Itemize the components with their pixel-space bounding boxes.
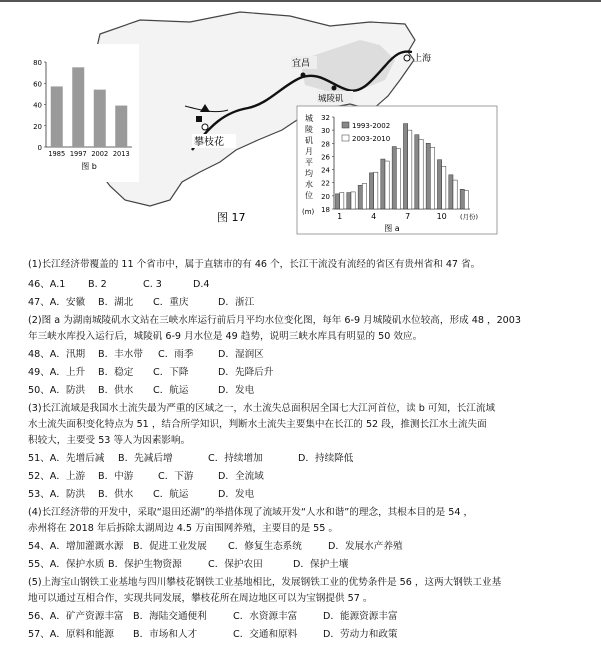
chart-a-bar-2 xyxy=(430,147,434,209)
chart-a-xtick-label: 10 xyxy=(436,212,447,221)
chart-a-bar-2 xyxy=(419,139,423,209)
chart-a-bar-2 xyxy=(340,193,344,209)
option: C．交通和原料 xyxy=(233,629,298,640)
option: 47、A．安徽 xyxy=(28,297,86,308)
option: D．发电 xyxy=(218,385,255,396)
chart-a-legend-label: 2003-2010 xyxy=(352,135,391,143)
option: B. 2 xyxy=(88,279,107,290)
option: C．下降 xyxy=(153,367,189,378)
option: D．湿润区 xyxy=(218,349,264,360)
option: C．航运 xyxy=(153,385,189,396)
chart-a-ylabel-char: 月 xyxy=(305,147,313,156)
chart-b-ytick-label: 20 xyxy=(33,122,42,131)
option: D．保护土壤 xyxy=(293,559,349,570)
option: 49、A．上升 xyxy=(28,367,86,378)
chart-b-bar xyxy=(115,106,127,147)
chart-b-xtick-label: 2002 xyxy=(91,150,109,158)
chart-b-ytick-label: 60 xyxy=(33,80,42,89)
chart-a-bar-1 xyxy=(426,143,430,209)
chart-a-xunit: (月份) xyxy=(460,213,479,221)
option: B．稳定 xyxy=(98,367,134,378)
chenglingji-marker xyxy=(332,86,337,91)
option: 56、A．矿产资源丰富 xyxy=(28,611,124,622)
chart-b-ytick-label: 80 xyxy=(33,59,42,67)
label-panzhihua: 攀枝花 xyxy=(194,137,224,148)
option: D．劳动力和政策 xyxy=(323,629,398,640)
option: D．发电 xyxy=(218,489,255,500)
option: C．航运 xyxy=(153,489,189,500)
chart-a-bar-1 xyxy=(392,147,396,209)
option: 52、A．上游 xyxy=(28,471,86,482)
chart-a-ylabel-char: 矶 xyxy=(305,136,313,145)
option: B．供水 xyxy=(98,385,134,396)
chart-a-bar-1 xyxy=(369,173,373,209)
option: C．持续增加 xyxy=(208,453,263,464)
label-yichang: 宜昌 xyxy=(292,59,311,69)
option: 48、A．汛期 xyxy=(28,349,86,360)
chart-a-unit: (m) xyxy=(302,208,315,216)
chart-a-bar-2 xyxy=(408,130,412,209)
option: D．持续降低 xyxy=(298,453,354,464)
chart-a-bar-1 xyxy=(449,175,453,209)
option: B．市场和人才 xyxy=(133,629,198,640)
option: D．浙江 xyxy=(218,297,255,308)
question-line: (4)长江经济带的开发中，采取“退田还湖”的举措体现了流域开发“人水和谐”的理念，其根本目的是 54 ， xyxy=(28,507,474,518)
chart-a-legend-swatch xyxy=(342,135,349,141)
chart-a-caption: 图 a xyxy=(384,224,400,233)
chart-a-xtick-label: 4 xyxy=(371,212,377,221)
option: D．发展水产养殖 xyxy=(328,541,403,552)
option: B．中游 xyxy=(98,471,134,482)
chart-a-ytick-label: 30 xyxy=(321,127,330,136)
chart-a-bar-2 xyxy=(362,183,366,209)
option: D.4 xyxy=(193,279,210,290)
option: 53、A．防洪 xyxy=(28,489,86,500)
shanghai-marker xyxy=(404,55,410,61)
chart-a-bar-1 xyxy=(335,194,339,209)
option: B．保护生物资源 xyxy=(108,559,182,570)
question-line: (5)上海宝山钢铁工业基地与四川攀枝花钢铁工业基地相比，发展钢铁工业的优势条件是 56 ，这两大钢铁工业基 xyxy=(28,577,502,588)
chart-a-legend-label: 1993-2002 xyxy=(352,122,391,130)
label-chenglingji: 城陵矶 xyxy=(318,94,344,104)
chart-a-ylabel-char: 位 xyxy=(305,191,313,200)
chart-a-ylabel-char: 均 xyxy=(305,169,313,178)
option: D．先降后升 xyxy=(218,367,274,378)
label-shanghai: 上海 xyxy=(413,54,432,64)
option: C．修复生态系统 xyxy=(228,541,302,552)
chart-a-bar-2 xyxy=(464,191,468,209)
question-line: (1)长江经济带覆盖的 11 个省市中，属于直辖市的有 46 个，长江干流没有流经的省区有贵州省和 47 省。 xyxy=(28,259,481,270)
chart-a-ytick-label: 22 xyxy=(321,179,330,188)
chart-b-bar xyxy=(94,90,106,147)
option: 55、A．保护水质 xyxy=(28,559,105,570)
chart-a-bar-1 xyxy=(437,160,441,209)
option: C．水资源丰富 xyxy=(233,611,298,622)
chart-a-legend-swatch xyxy=(342,122,349,128)
question-line: (3)长江流域是我国水土流失最为严重的区域之一，水土流失总面积居全国七大江河首位，读 b 可知，长江流域 xyxy=(28,403,496,414)
chart-a-ylabel-char: 城 xyxy=(305,114,313,123)
chart-b-bar xyxy=(72,67,84,147)
chart-a-xtick-label: 7 xyxy=(405,212,411,221)
option: B．促进工业发展 xyxy=(133,541,207,552)
chart-a-bar-1 xyxy=(460,189,464,209)
option: C．雨季 xyxy=(158,349,194,360)
option: C．下游 xyxy=(158,471,194,482)
option: B．先减后增 xyxy=(118,453,173,464)
chart-a-ylabel-char: 水 xyxy=(305,180,313,189)
option: B．海陆交通便利 xyxy=(133,611,207,622)
question-line: (2)图 a 为湖南城陵矶水文站在三峡水库运行前后月平均水位变化图，每年 6-9 月城陵矶水位较高，形成 48 ，2003 xyxy=(28,315,521,326)
option: 54、A．增加灌溉水源 xyxy=(28,541,124,552)
option: B．丰水带 xyxy=(98,349,143,360)
chart-a-bar-2 xyxy=(453,180,457,209)
option: 50、A．防洪 xyxy=(28,385,86,396)
chart-a-bar-2 xyxy=(396,149,400,209)
figure-17 xyxy=(0,0,601,250)
option: B．湖北 xyxy=(98,297,134,308)
chart-b-caption: 图 b xyxy=(81,162,97,171)
chart-a-xtick-label: 1 xyxy=(337,212,343,221)
chart-a-ytick-label: 20 xyxy=(321,192,330,201)
option: C．保护农田 xyxy=(208,559,263,570)
chart-a-ytick-label: 32 xyxy=(321,114,330,122)
chart-a-bar-1 xyxy=(347,193,351,209)
chart-a-ylabel-char: 陵 xyxy=(305,125,313,134)
option: D．全流域 xyxy=(218,471,264,482)
figure-caption: 图 17 xyxy=(217,211,246,224)
chart-a-ylabel-char: 平 xyxy=(305,158,313,167)
chart-a-ytick-label: 28 xyxy=(321,140,330,149)
chart-a-bar-1 xyxy=(415,135,419,209)
option: 51、A．先增后减 xyxy=(28,453,105,464)
chart-a-ytick-label: 26 xyxy=(321,153,330,162)
yichang-marker xyxy=(301,73,306,78)
chart-b-xtick-label: 1997 xyxy=(69,150,87,158)
question-line: 水土流失面积变化特点为 51 ，结合所学知识，判断水土流失主要集中在长江的 52 段，推测长江水土流失面 xyxy=(28,419,487,430)
chart-b-ytick-label: 0 xyxy=(37,144,42,152)
option: C．重庆 xyxy=(153,297,189,308)
option: 46、A.1 xyxy=(28,279,66,290)
chart-a-bar-1 xyxy=(358,185,362,209)
question-line: 地可以通过互相合作，实现共同发展，攀枝花所在周边地区可以为宝钢提供 57 。 xyxy=(28,593,373,604)
steel-square-icon xyxy=(196,116,202,122)
chart-a-bar-2 xyxy=(385,161,389,209)
option: D．能源资源丰富 xyxy=(323,611,398,622)
chart-b-ytick-label: 40 xyxy=(33,101,42,110)
chart-a-ytick-label: 24 xyxy=(321,166,330,175)
question-line: 年三峡水库投入运行后，城陵矶 6-9 月水位是 49 趋势，说明三峡水库具有明显的 50 效应。 xyxy=(28,331,423,342)
chart-a-bar-1 xyxy=(403,124,407,209)
chart-a-bar-2 xyxy=(374,172,378,209)
panzhihua-marker xyxy=(202,124,208,130)
option: C. 3 xyxy=(143,279,162,290)
chart-a-ytick-label: 18 xyxy=(321,206,330,214)
question-line: 赤州将在 2018 年后拆除太湖周边 4.5 万亩围网养殖，主要目的是 55 。 xyxy=(28,523,339,534)
chart-b-xtick-label: 1985 xyxy=(48,150,66,158)
chart-a-bar-2 xyxy=(351,192,355,209)
chart-b-bar xyxy=(51,86,63,147)
chart-a-bar-2 xyxy=(442,166,446,209)
chart-a-bar-1 xyxy=(381,159,385,209)
question-line: 积较大，主要受 53 等人为因素影响。 xyxy=(28,435,191,446)
option: B．供水 xyxy=(98,489,134,500)
chart-b-xtick-label: 2013 xyxy=(112,150,130,158)
option: 57、A．原料和能源 xyxy=(28,629,114,640)
